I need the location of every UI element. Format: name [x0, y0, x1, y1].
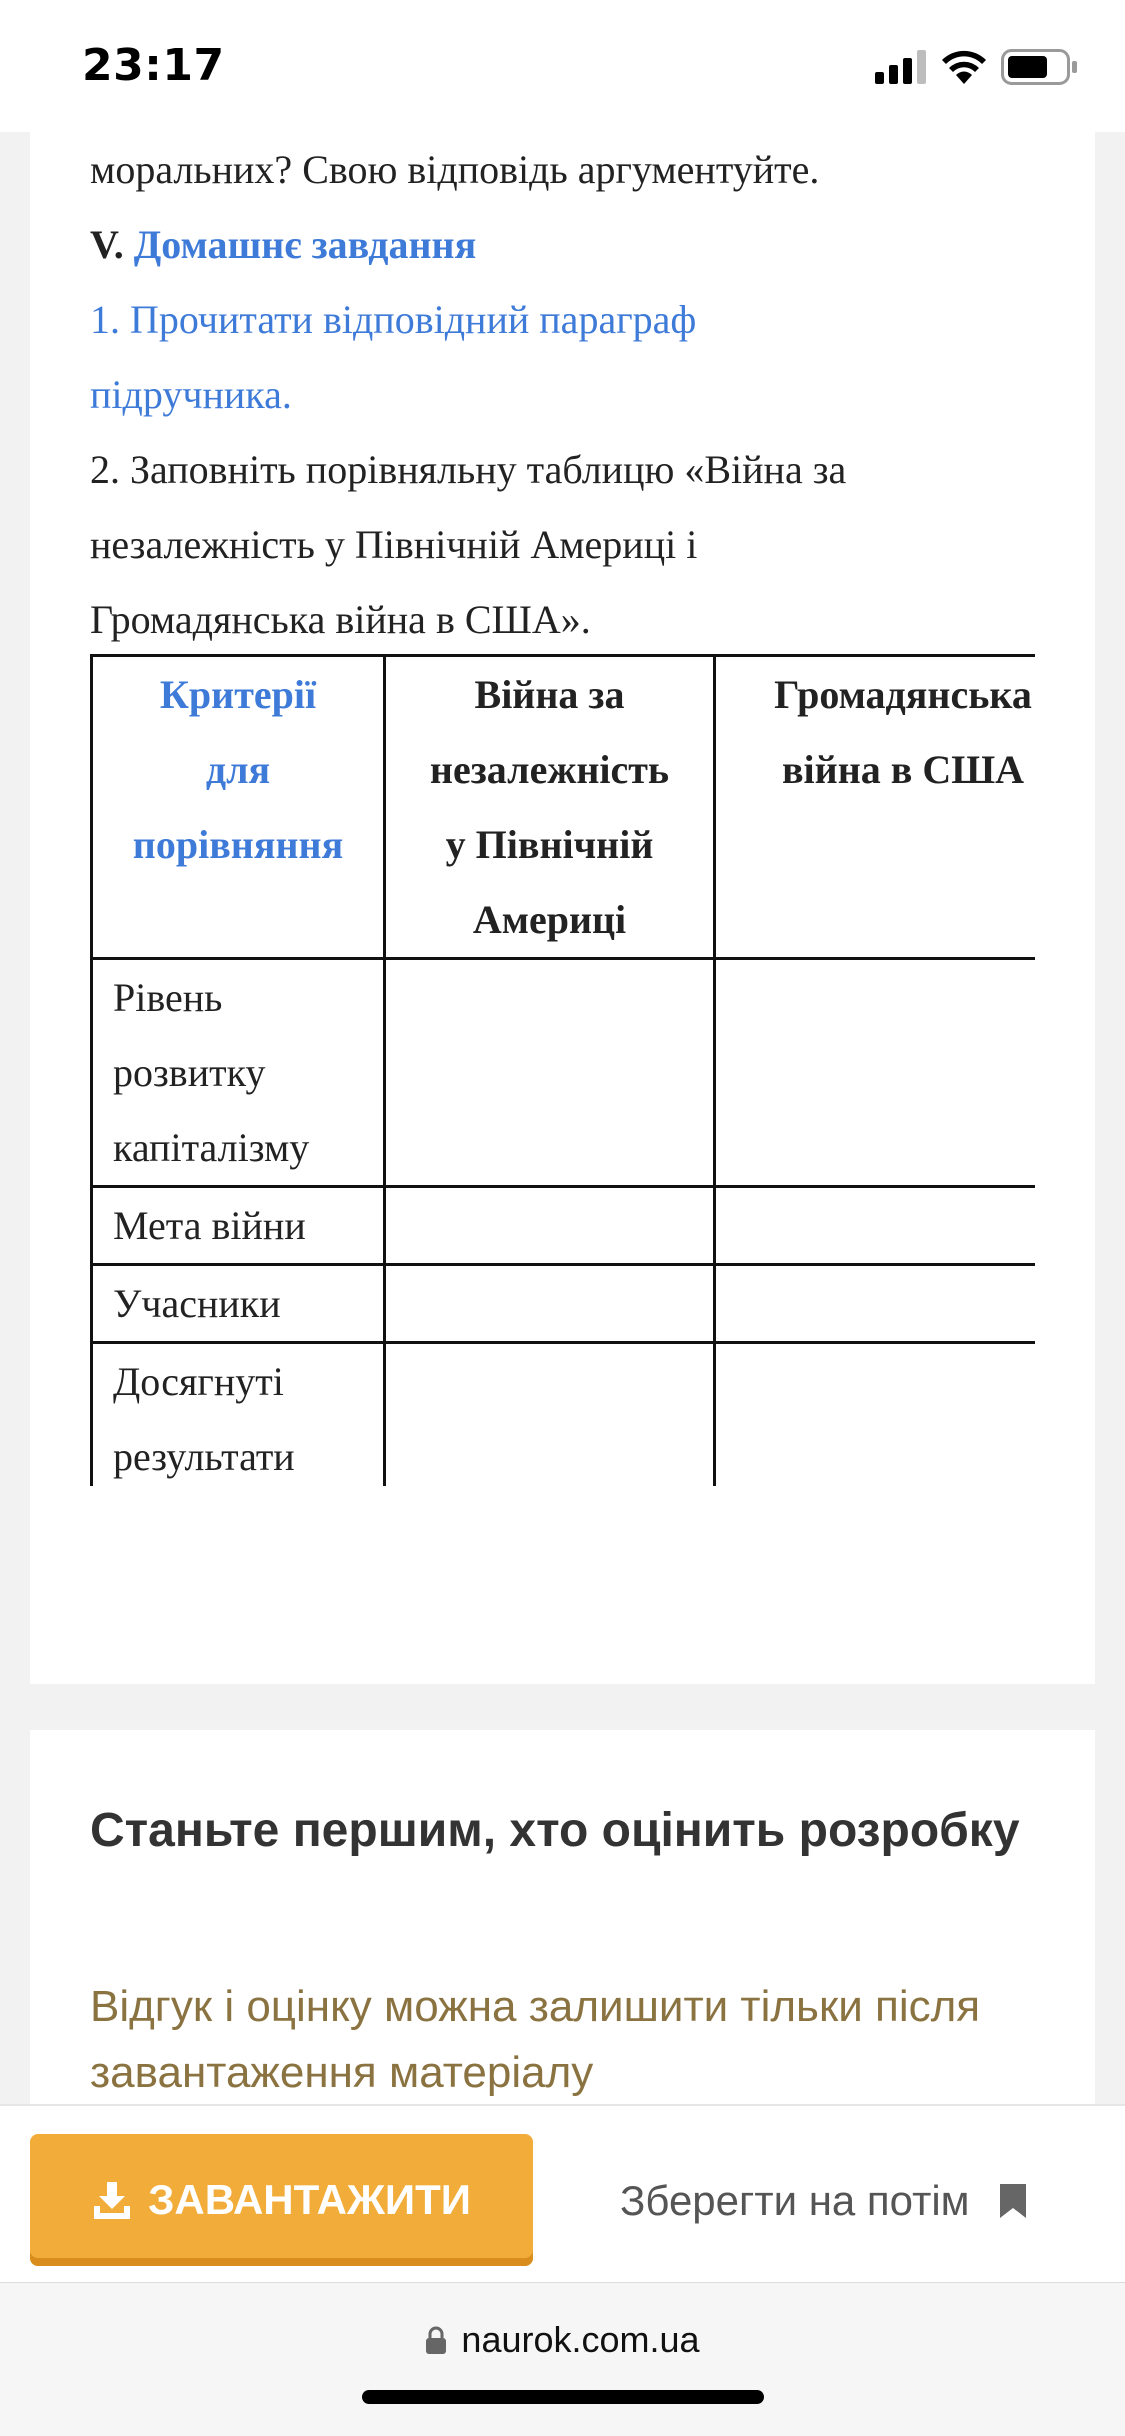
- section-numeral: V.: [90, 222, 124, 267]
- save-for-later-button[interactable]: [620, 2166, 1028, 2236]
- task-2-line-2: незалежність у Північній Америці і: [90, 522, 698, 567]
- task-1-line-1: 1. Прочитати відповідний параграф: [90, 297, 697, 342]
- comparison-table-wrapper[interactable]: [90, 654, 1035, 1486]
- header-criteria: Критерії для порівняння: [92, 656, 385, 959]
- save-label: Зберегти на потім: [620, 2177, 970, 2224]
- table-cell: [715, 1343, 1036, 1487]
- article-card: [30, 132, 1095, 1684]
- signal-icon: [875, 50, 927, 84]
- table-cell: [715, 1187, 1036, 1265]
- row-label-capitalism: Рівень розвитку капіталізму: [92, 959, 385, 1187]
- status-time: 23:17: [82, 40, 225, 91]
- download-label: ЗАВАНТАЖИТИ: [148, 2176, 471, 2223]
- task-1-line-2: підручника.: [90, 372, 292, 417]
- table-cell: [385, 1265, 715, 1343]
- article-text-line: моральних? Свою відповідь аргументуйте.: [90, 147, 820, 192]
- status-bar: [0, 0, 1125, 132]
- comparison-table: [90, 654, 1035, 1486]
- task-2-line-1: 2. Заповніть порівняльну таблицю «Війна за: [90, 447, 847, 492]
- homework-heading: [90, 207, 476, 282]
- header-independence-war: Війна за незалежність у Північній Америці: [385, 656, 715, 959]
- task-2-line-3: Громадянська війна в США».: [90, 597, 591, 642]
- row-label-war-goal: Мета війни: [92, 1187, 385, 1265]
- wifi-icon: [941, 48, 987, 84]
- header-civil-war: Громадянська війна в США: [715, 656, 1036, 959]
- table-row: [92, 1265, 1036, 1343]
- rating-card: [30, 1730, 1095, 2110]
- browser-url-bar[interactable]: [0, 2282, 1125, 2436]
- rating-note: Відгук і оцінку можна залишити тільки після завантаження матеріалу: [90, 1982, 981, 2097]
- download-button[interactable]: [30, 2134, 533, 2266]
- home-indicator: [362, 2390, 764, 2404]
- battery-icon: [1001, 48, 1079, 86]
- section-title: Домашнє завдання: [133, 222, 477, 267]
- download-icon: [92, 2180, 132, 2220]
- table-header-row: [92, 656, 1036, 959]
- action-bar: [0, 2104, 1125, 2282]
- table-row: [92, 1187, 1036, 1265]
- lock-icon: [425, 2325, 447, 2355]
- url-text: naurok.com.ua: [461, 2319, 700, 2360]
- table-row: [92, 1343, 1036, 1487]
- table-cell: [385, 1187, 715, 1265]
- table-cell: [715, 1265, 1036, 1343]
- rating-title: Станьте першим, хто оцінить розробку: [90, 1804, 1020, 1857]
- bookmark-icon: [998, 2182, 1028, 2220]
- url-display[interactable]: [0, 2319, 1125, 2361]
- row-label-results: Досягнуті результати: [92, 1343, 385, 1487]
- table-cell: [385, 1343, 715, 1487]
- row-label-participants: Учасники: [92, 1265, 385, 1343]
- table-cell: [715, 959, 1036, 1187]
- table-cell: [385, 959, 715, 1187]
- table-row: [92, 959, 1036, 1187]
